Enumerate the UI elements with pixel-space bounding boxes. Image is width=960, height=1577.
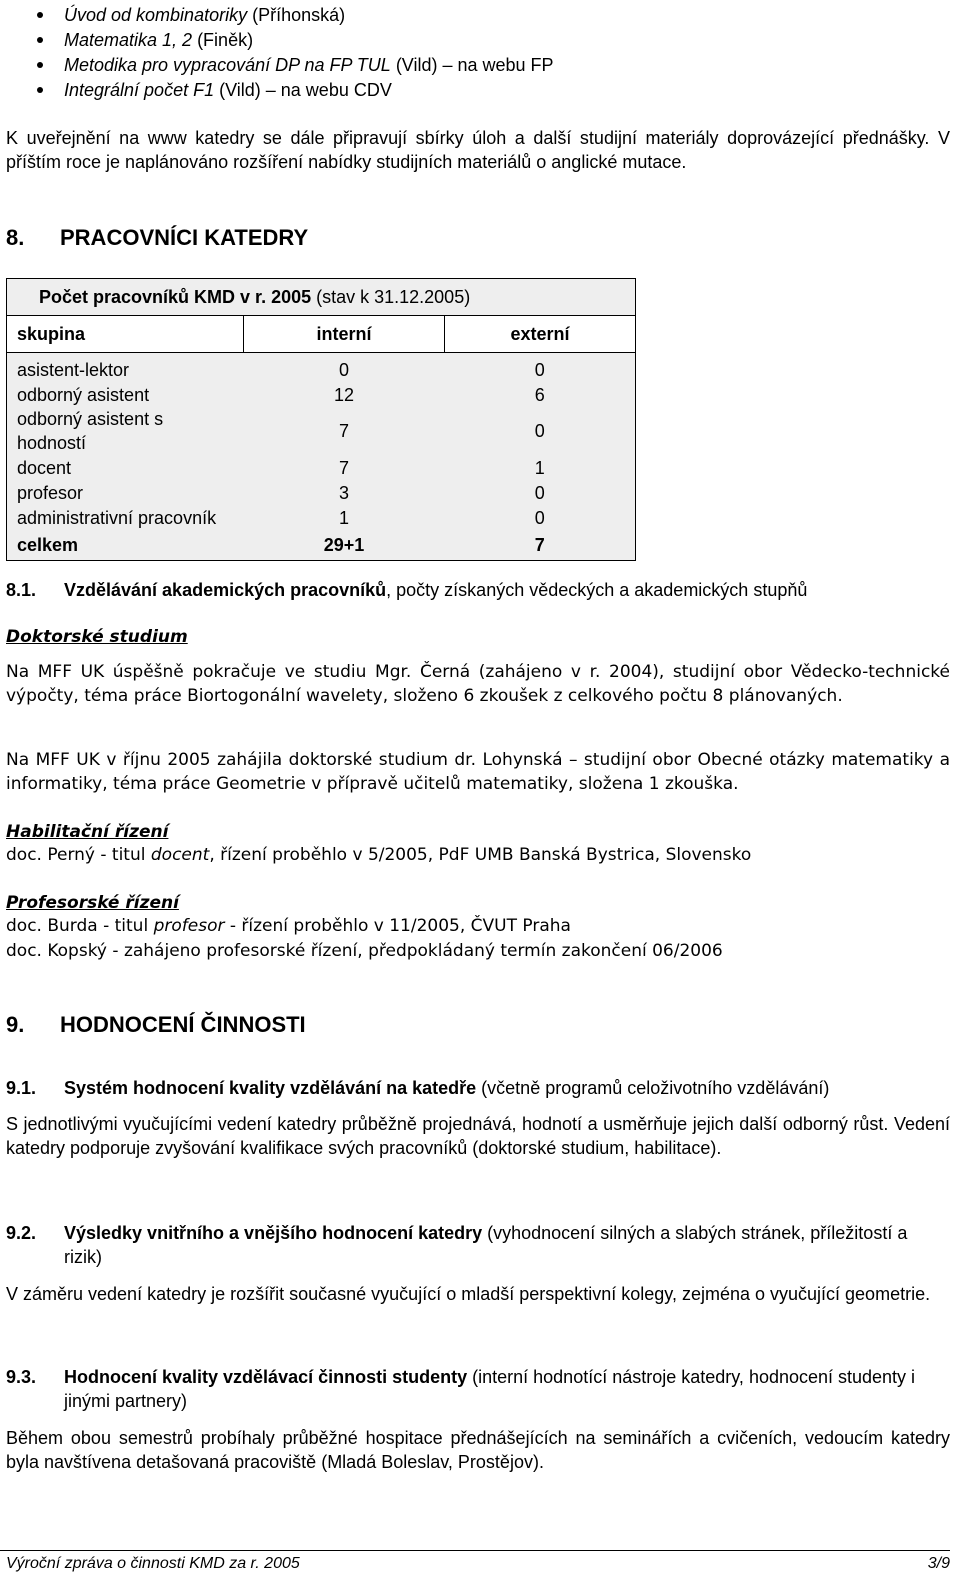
- header-interni: interní: [244, 316, 445, 353]
- section-9-3-heading: 9.3. Hodnocení kvality vzdělávací činnosti studenty (interní hodnotící nástroje katedry, hodnocení studenty i jinými partnery): [6, 1367, 916, 1411]
- footer-page-number: 3/9: [927, 1555, 950, 1572]
- table-caption: Počet pracovníků KMD v r. 2005 (stav k 31.12.2005): [7, 279, 636, 316]
- staff-table: [6, 278, 636, 561]
- table-header-row: [7, 316, 636, 353]
- list-item: Metodika pro vypracování DP na FP TUL (Vild) – na webu FP: [6, 53, 554, 78]
- table-total-row: celkem 29+1 7: [7, 530, 636, 561]
- footer-divider: [0, 1550, 950, 1551]
- profesorske-line-2: doc. Kopský - zahájeno profesorské řízení, předpokládaný termín zakončení 06/2006: [6, 941, 723, 961]
- section-9-2-heading: 9.2. Výsledky vnitřního a vnějšího hodnocení katedry (vyhodnocení silných a slabých stránek, příležitostí a rizik): [6, 1223, 908, 1267]
- list-item: Integrální počet F1 (Vild) – na webu CDV: [6, 78, 554, 103]
- table-row: asistent-lektor 0 0: [7, 353, 636, 383]
- list-item: Matematika 1, 2 (Finěk): [6, 28, 554, 53]
- table-row: administrativní pracovník 1 0: [7, 505, 636, 530]
- header-externi: externí: [445, 316, 636, 353]
- intro-paragraph: K uveřejnění na www katedry se dále připravují sbírky úloh a další studijní materiály doprovázející přednášky. V příštím roce je naplánováno rozšíření nabídky studijních materiálů o anglické mutace.: [6, 128, 950, 172]
- table-row: odborný asistent 12 6: [7, 382, 636, 407]
- header-skupina: skupina: [7, 316, 244, 353]
- table-row: odborný asistent s hodností 7 0: [7, 407, 636, 455]
- table-row: docent 7 1: [7, 455, 636, 480]
- profesorske-line-1: doc. Burda - titul profesor - řízení proběhlo v 11/2005, ČVUT Praha: [6, 916, 571, 936]
- section-8-1-heading: 8.1. Vzdělávání akademických pracovníků, počty získaných vědeckých a akademických stupňů: [6, 580, 808, 600]
- section-9-2-paragraph: V záměru vedení katedry je rozšířit současné vyučující o mladší perspektivní kolegy, zejména o vyučující geometrie.: [6, 1284, 931, 1304]
- table-row: profesor 3 0: [7, 480, 636, 505]
- section-8-heading: 8. PRACOVNÍCI KATEDRY: [6, 225, 309, 250]
- doktorske-heading: Doktorské studium: [6, 627, 188, 647]
- section-9-3-paragraph: Během obou semestrů probíhaly průběžné hospitace přednášejících na seminářích a cvičeních, vedoucím katedry byla navštívena detašovaná pracoviště (Mladá Boleslav, Prostějov).: [6, 1428, 950, 1472]
- habilitacni-heading: Habilitační řízení: [6, 822, 169, 842]
- doktorske-paragraph-2: Na MFF UK v říjnu 2005 zahájila doktorské studium dr. Lohynská – studijní obor Obecné otázky matematiky a informatiky, téma práce Geometrie v přípravě učitelů matematiky, složena 1 zkouška.: [6, 750, 950, 794]
- textbook-list: [6, 3, 554, 103]
- section-9-1-paragraph: S jednotlivými vyučujícími vedení katedry průběžně projednává, hodnotí a usměrňuje jejich další odborný růst. Vedení katedry podporuje zvyšování kvalifikace svých pracovníků (doktorské studium, habilitace).: [6, 1114, 950, 1158]
- doktorske-paragraph-1: Na MFF UK úspěšně pokračuje ve studiu Mgr. Černá (zahájeno v r. 2004), studijní obor Vědecko-technické výpočty, téma práce Biortogonální wavelety, složeno 6 zkoušek z celkového počtu 8 plánovaných.: [6, 662, 950, 706]
- habilitacni-line: doc. Perný - titul docent, řízení proběhlo v 5/2005, PdF UMB Banská Bystrica, Slovensko: [6, 845, 752, 865]
- list-item: Úvod od kombinatoriky (Příhonská): [6, 3, 554, 28]
- profesorske-heading: Profesorské řízení: [6, 893, 179, 913]
- section-9-heading: 9. HODNOCENÍ ČINNOSTI: [6, 1012, 306, 1037]
- section-9-1-heading: 9.1. Systém hodnocení kvality vzdělávání na katedře (včetně programů celoživotního vzdělávání): [6, 1078, 830, 1098]
- footer-title: Výroční zpráva o činnosti KMD za r. 2005: [6, 1555, 300, 1572]
